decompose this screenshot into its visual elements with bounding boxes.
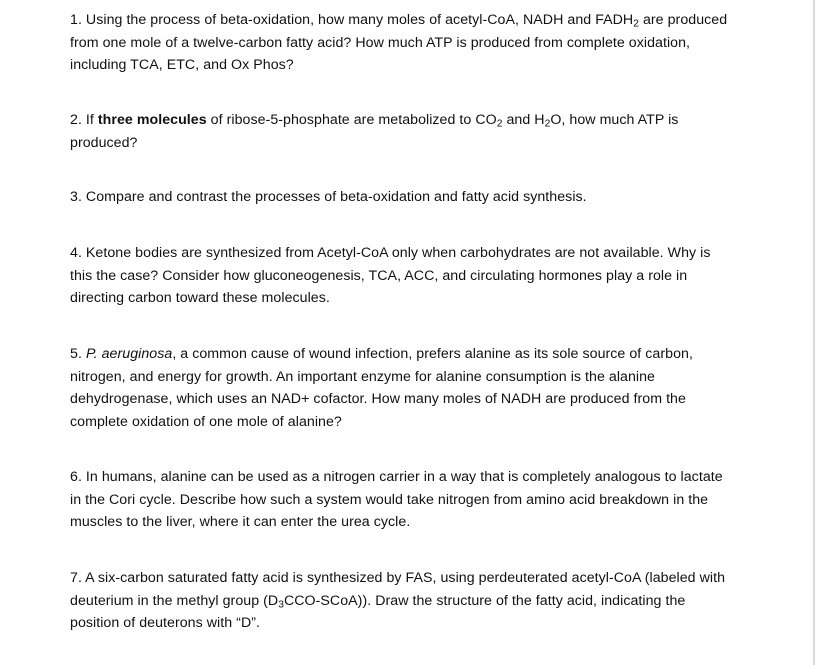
question-2 (70, 109, 760, 154)
question-7-line-1: 7. A six-carbon saturated fatty acid is synthesized by FAS, using perdeuterated acetyl-CoA (labeled with (70, 570, 726, 586)
question-2-line-1: 2. If three molecules of ribose-5-phosphate are metabolized to $CO_2$ and $H_2O$, how much ATP is (70, 112, 679, 130)
question-5-line-2: nitrogen, and energy for growth. An important enzyme for alanine consumption is the alanine (70, 368, 656, 385)
question-2-line-2: produced? (70, 134, 138, 151)
question-7-line-3: position of deuterons with “D”. (70, 615, 261, 631)
question-4-line-3: directing carbon toward these molecules. (70, 290, 330, 306)
question-5-line-3: dehydrogenase, which uses an NAD+ cofactor. How many moles of NADH are produced from the (70, 391, 686, 407)
question-3-line-1: 3. Compare and contrast the processes of beta-oxidation and fatty acid synthesis. (70, 189, 587, 205)
question-3 (70, 186, 760, 209)
question-4-line-1: 4. Ketone bodies are synthesized from Acetyl-CoA only when carbohydrates are not available. Why is (70, 245, 711, 261)
question-1-line-3: including TCA, ETC, and Ox Phos? (70, 57, 294, 73)
question-4 (70, 242, 760, 310)
question-6 (70, 466, 760, 534)
question-1-line-2: from one mole of a twelve-carbon fatty acid? How much ATP is produced from complete oxidation, (70, 34, 691, 51)
question-5-line-1: 5. P. aeruginosa, a common cause of wound infection, prefers alanine as its sole source of carbon, (70, 346, 693, 362)
question-7 (70, 567, 760, 635)
question-6-line-2: in the Cori cycle. Describe how such a system would take nitrogen from amino acid breakdown in the (70, 491, 709, 508)
emphasis-bold: three molecules (97, 112, 207, 128)
question-6-line-1: 6. In humans, alanine can be used as a nitrogen carrier in a way that is completely analogous to lactate (70, 469, 723, 485)
question-1-line-1: 1. Using the process of beta-oxidation, how many moles of acetyl-CoA, NADH and $FADH_2$ are produced (70, 12, 728, 30)
question-1 (70, 9, 760, 77)
species-name: P. aeruginosa (85, 346, 173, 362)
question-7-line-2: deuterium in the methyl group $(D_3CCO-SCoA)$). Draw the structure of the fatty acid, indicating the (70, 592, 686, 611)
question-6-line-3: muscles to the liver, where it can enter the urea cycle. (70, 514, 411, 530)
question-4-line-2: this the case? Consider how gluconeogenesis, TCA, ACC, and circulating hormones play a role in (70, 267, 688, 284)
question-5 (70, 343, 760, 433)
question-5-line-4: complete oxidation of one mole of alanine? (70, 413, 342, 430)
